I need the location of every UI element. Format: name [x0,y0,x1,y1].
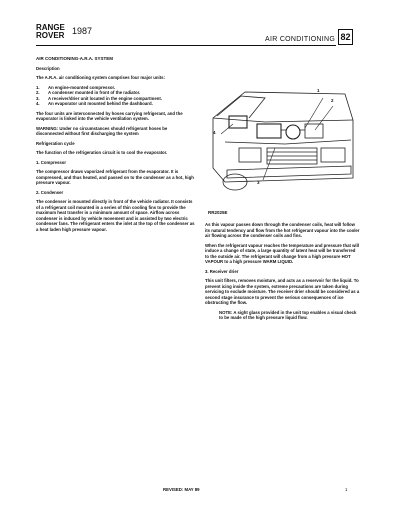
right-column [205,222,360,325]
list-text: A condenser mounted in front of the radiator. [48,90,141,95]
list-text: An evaporator unit mounted behind the dashboard. [48,101,153,106]
list-number: 1. [36,84,40,90]
list-number: 4. [36,101,40,106]
cycle-heading: Refrigeration cycle [36,140,75,146]
interconnect-paragraph: The four units are interconnected by hoses carrying refrigerant, and the evaporator is linked into the vehicle ventilation system. [36,110,183,121]
list-text: An engine-mounted compressor. [48,84,116,90]
list-number: 2. [36,90,40,95]
list-item [36,101,196,107]
figure-caption: RR2025E [208,210,228,215]
range-rover-drawing [205,78,355,198]
list-number: 3. [36,95,40,101]
callout-2: 2 [331,98,334,103]
header-rule [36,45,336,46]
cycle-paragraph: The function of the refrigeration circuit is to cool the evaporator. [36,150,168,155]
description-heading: Description [36,65,60,71]
intro-paragraph: The A.R.A. air conditioning system comprises four major units: [36,75,166,80]
vehicle-illustration [205,78,355,198]
vapour-paragraph: As this vapour passes down through the condenser coils, heat will follow its natural tendency and flow from the hot refrigerant vapour into the cooler air flowing across the condenser coils and fins. [205,222,360,238]
condenser-heading: 2. Condenser [36,189,64,195]
callout-3: 3 [257,180,260,185]
drier-heading: 3. Receiver drier [205,268,239,274]
list-text: A receiver/drier unit located in the engine compartment. [48,95,162,101]
compressor-paragraph: The compressor draws vaporized refrigerant from the evaporator. It is compressed, and thus heated, and passed on to the condenser as a hot, high pressure vapour. [36,169,194,185]
units-list [36,85,196,107]
warning-paragraph: WARNING: Under no circumstances should refrigerant hoses be disconnected without first discharging the system [36,125,168,136]
brand-year: 1987 [72,26,93,36]
page-number: 1 [345,487,348,492]
callout-1: 1 [317,88,320,93]
brand-line-2: ROVER [36,31,65,40]
note-paragraph: NOTE: A sight glass provided in the unit top enables a visual check to be made of the high pressure liquid flow. [219,309,357,320]
left-column [36,56,196,236]
section-number-box: 82 [338,29,353,45]
drier-paragraph: This unit filters, removes moisture, and acts as a reservoir for the liquid. To prevent icing inside the system, extreme precautions are taken during servicing to exclude moisture. The receiver drier should be considered as a second stage insurance to prevent the serious consequences of ice obstructing the flow. [205,278,360,305]
brand-line-1: RANGE [36,23,65,32]
section-title: AIR CONDITIONING [265,36,336,43]
revision-footer: REVISED: MAY 89 [163,487,200,492]
brand-logo [36,24,65,40]
compressor-heading: 1. Compressor [36,159,67,165]
document-title: AIR CONDITIONING-A.R.A. SYSTEM [36,56,114,61]
callout-4: 4 [213,130,216,135]
condenser-paragraph: The condenser is mounted directly in front of the vehicle radiator. It consists of a refrigerant coil mounted in a series of thin cooling fins to provide the maximum heat transfer in a minimum amount of space. Airflow across condenser is induced by vehicle movement and is assisted by two electric condenser fans. The refrigerant enters the inlet at the top of the condenser as a heat laden high pressure vapour. [36,199,195,232]
vapour-paragraph-2: When the refrigerant vapour reaches the temperature and pressure that will induce a change of state, a large quantity of latent heat will be transferred to the outside air. The refrigerant will change from a high pressure HOT VAPOUR to a high pressure WARM LIQUID. [205,242,360,264]
